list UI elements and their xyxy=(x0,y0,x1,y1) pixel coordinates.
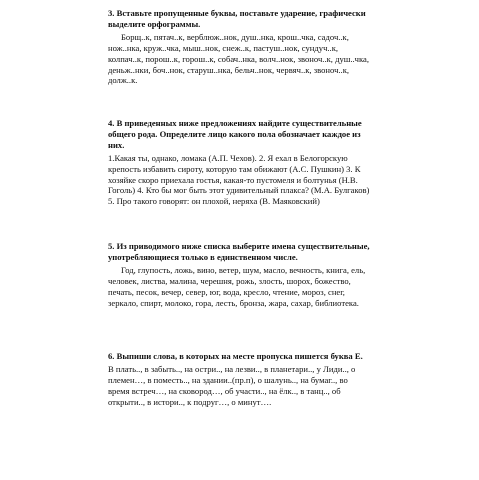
task-5 xyxy=(108,241,370,308)
task-4-body: 1.Какая ты, однако, ломака (А.П. Чехов). 2. Я ехал в Белогорскую крепость избавить сироту, которую там обижают (А.С. Пушкин) 3. К хозяйке скоро приехала гостья, какая-то пустомеля и болтунья (Н.В. Гоголь) 4. Кто бы мог быть этот удивительный плакса? (М.А. Булгаков) 5. Про такого говорят: он плохой, неряха (В. Маяковский) xyxy=(108,152,370,207)
task-3-body: Борщ..к, пятач..к, верблюж..нок, душ..нка, крош..чка, садоч..к, нож..нка, круж..чка, мыш..нок, снеж..к, пастуш..нок, сундуч..к, колпач..к, порош..к, горош..к, собач..нка, волч..нок, звоноч..к, душ..чка, деньж..нки, боч..нок, старуш..нка, бельч..нок, червяч..к, звоноч..к, долж..к. xyxy=(108,31,369,86)
task-5-heading: 5. Из приводимого ниже списка выберите имена существительные, употребляющиеся только в единственном числе. xyxy=(108,241,370,262)
task-4 xyxy=(108,118,370,207)
task-6-heading: 6. Выпиши слова, в которых на месте пропуска пишется буква Е. xyxy=(108,351,363,361)
task-4-heading: 4. В приведенных ниже предложениях найдите существительные общего рода. Определите лицо какого пола обозначает каждое из них. xyxy=(108,118,362,150)
task-5-body: Год, глупость, ложь, вино, ветер, шум, масло, вечность, книга, ель, человек, листва, малина, черешня, рожь, злость, шорох, божество, печать, песок, вечер, север, юг, вода, кресло, чтение, мороз, снег, зеркало, спирт, молоко, гора, лесть, бронза, жара, сахар, библиотека. xyxy=(108,264,366,308)
task-6 xyxy=(108,351,370,408)
task-3-heading: 3. Вставьте пропущенные буквы, поставьте ударение, графически выделите орфограммы. xyxy=(108,8,366,29)
task-3 xyxy=(108,8,370,86)
task-6-body: В плать.., в забыть.., на остри.., на лезви.., в планетари.., у Лиди.., о племен…, в поместь.., на здании..(пр.п), о шалунь.., на бумаг.., во время встреч…, на сковород…, об участи.., на ёлк.., в танц.., об открыти.., в истори.., к подруг…, о минут…. xyxy=(108,363,356,407)
